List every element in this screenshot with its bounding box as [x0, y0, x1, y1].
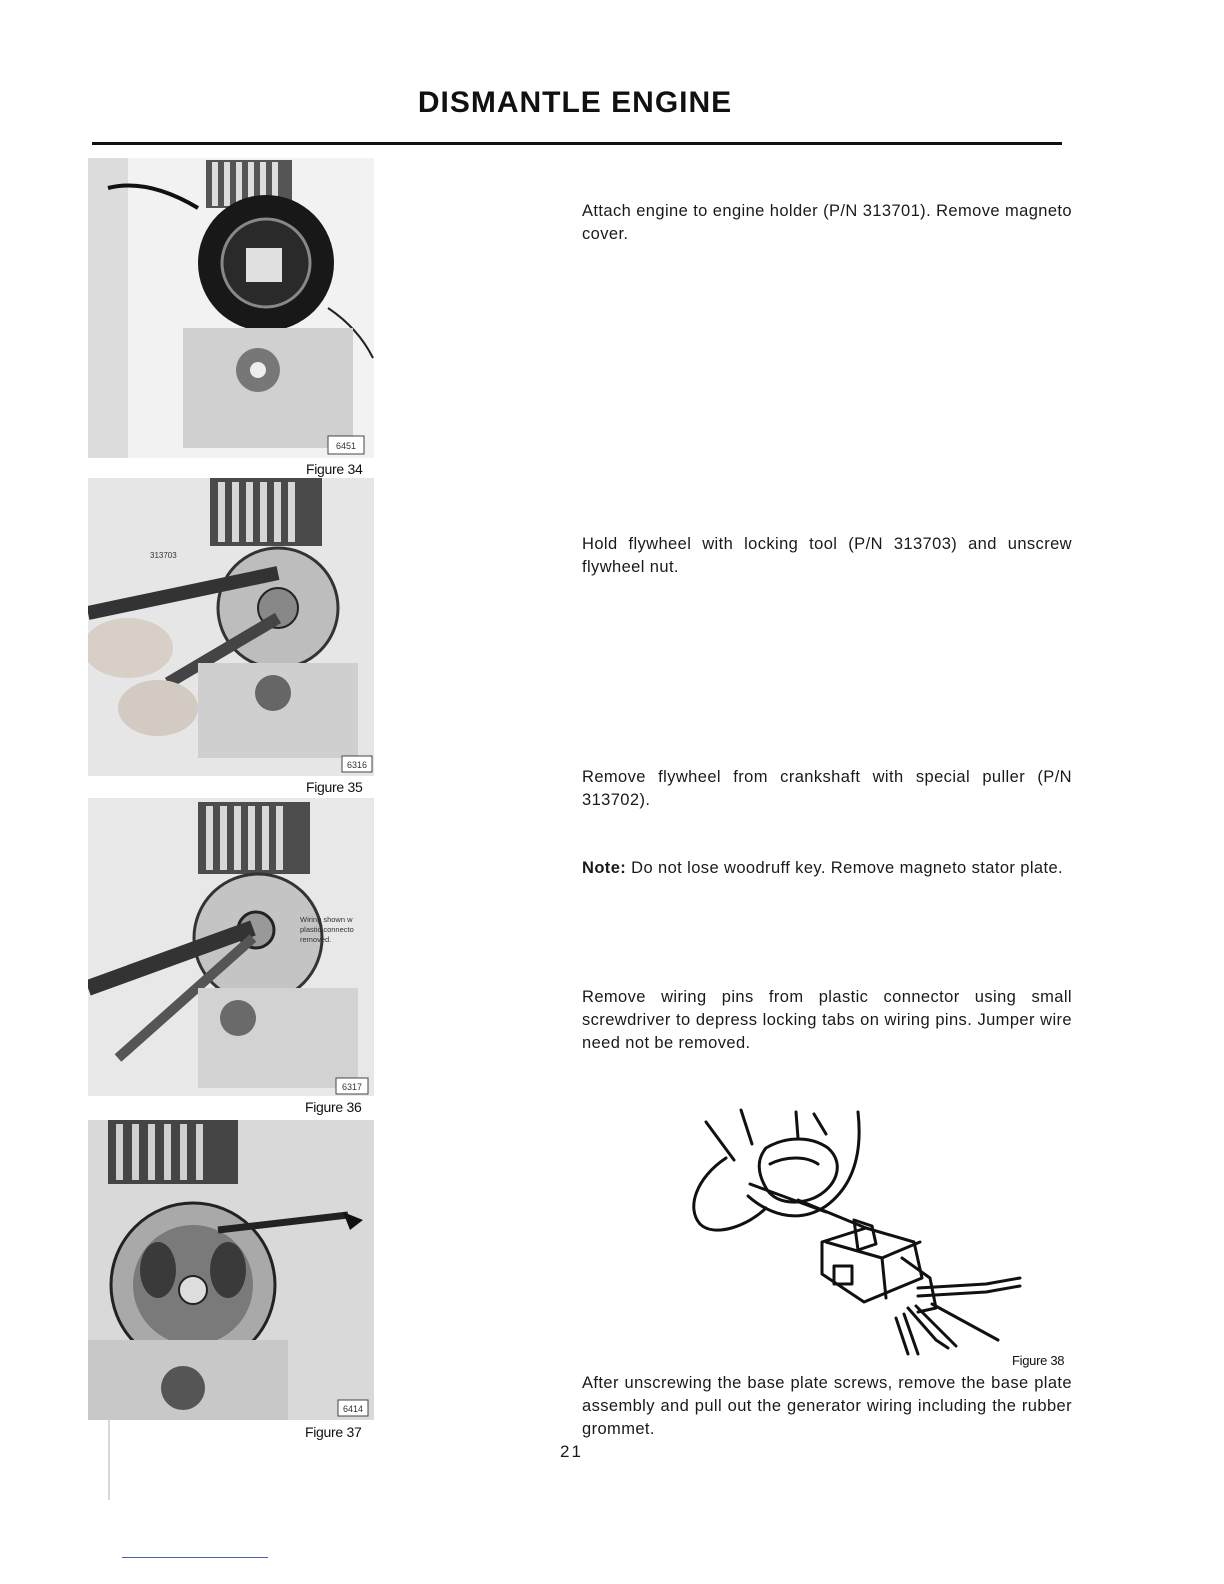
figure-37-code: 6414 — [342, 1404, 364, 1414]
figure-34-photo — [88, 158, 374, 458]
figure-37-label: Figure 37 — [305, 1424, 362, 1440]
engine-photo-icon — [88, 478, 374, 776]
page-number: 21 — [560, 1442, 583, 1461]
note-text: Do not lose woodruff key. Remove magneto stator plate. — [631, 859, 1064, 877]
title-rule — [92, 142, 1062, 145]
figure-35-label: Figure 35 — [306, 779, 363, 795]
connector-drawing-icon — [686, 1108, 1036, 1356]
figure-36-callout-line-2: plastic connecto — [300, 925, 354, 934]
figure-36-label: Figure 36 — [305, 1099, 362, 1115]
step-2-text: Hold flywheel with locking tool (P/N 313703) and unscrew flywheel nut. — [582, 535, 1072, 576]
page-edge-shadow — [108, 1420, 110, 1500]
bottom-divider — [122, 1557, 268, 1558]
engine-photo-icon — [88, 798, 374, 1096]
figure-34-code: 6451 — [335, 441, 357, 451]
figure-35-code: 6316 — [346, 760, 368, 770]
engine-photo-icon — [88, 1120, 374, 1420]
figure-38-label: Figure 38 — [1012, 1353, 1065, 1368]
page-title: DISMANTLE ENGINE — [417, 86, 733, 119]
step-1-text: Attach engine to engine holder (P/N 313701). Remove magneto cover. — [582, 202, 1072, 243]
figure-36-code: 6317 — [341, 1082, 363, 1092]
step-3-text: Remove flywheel from crankshaft with special puller (P/N 313702). — [582, 768, 1072, 809]
figure-34-label: Figure 34 — [306, 461, 363, 477]
figure-37-photo — [88, 1120, 374, 1420]
note-label: Note: — [582, 859, 627, 877]
step-6-text: After unscrewing the base plate screws, remove the base plate assembly and pull out the generator wiring including the rubber grommet. — [582, 1374, 1072, 1438]
figure-35-callout: 313703 — [150, 551, 177, 560]
figure-36-callout-line-3: removed. — [300, 935, 332, 944]
figure-36-photo — [88, 798, 374, 1096]
figure-35-photo — [88, 478, 374, 776]
note-paragraph — [582, 857, 1072, 880]
step-5-text: Remove wiring pins from plastic connector using small screwdriver to depress locking tabs on wiring pins. Jumper wire need not be removed. — [582, 988, 1072, 1052]
engine-photo-icon — [88, 158, 374, 458]
figure-36-callout-line-1: Wiring shown w — [300, 915, 353, 924]
